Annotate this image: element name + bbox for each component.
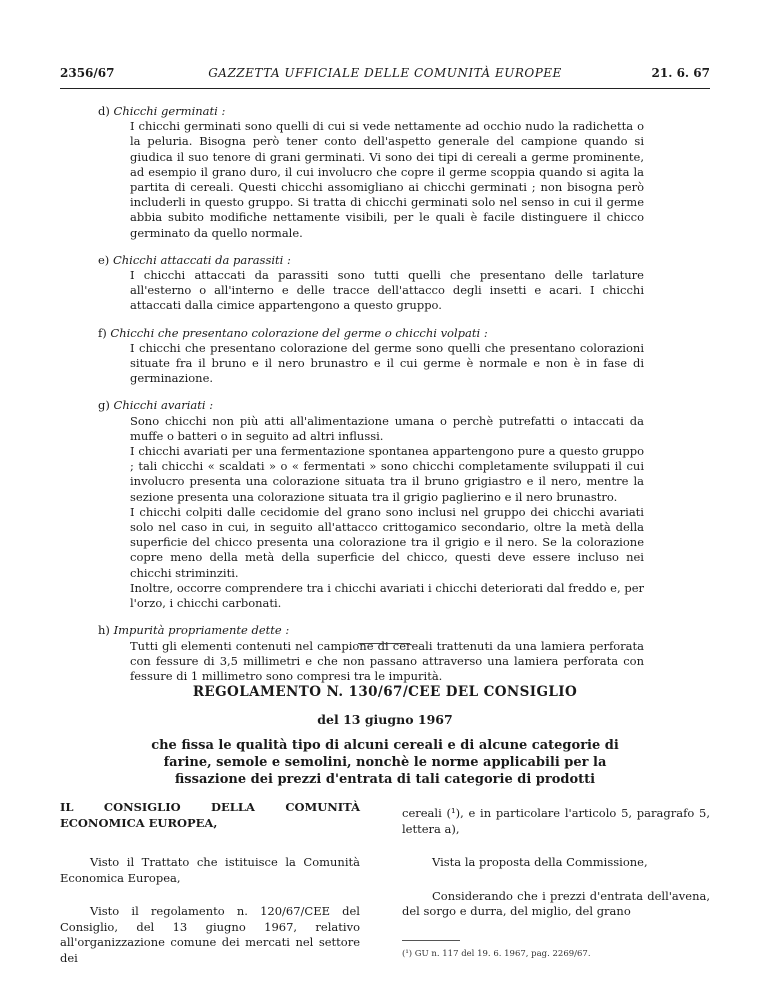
- issue-date: 21. 6. 67: [651, 66, 710, 80]
- recital-continuation: cereali (¹), e in particolare l'articolo 5, paragrafo 5, lettera a),: [402, 806, 710, 836]
- regulation-subtitle: che fissa le qualità tipo di alcuni cereali e di alcune categorie di farine, semole e semolini, nonchè le norme applicabili per la fissazione dei prezzi d'entrata di tali categorie di prodotti: [151, 738, 619, 787]
- item-paragraph: I chicchi avariati per una fermentazione spontanea appartengono pure a questo gruppo ; tali chicchi « scaldati » o « fermentati » sono chicchi completamente sviluppati il cui involucro presenta una colorazione situata tra il bruno grigiastro e il nero, mentre la sezione presenta una colorazione situata tra il grigio paglierino e il nero brunastro.: [130, 444, 644, 504]
- item-paragraph: I chicchi colpiti dalle cecidomie del grano sono inclusi nel gruppo dei chicchi avariati solo nel caso in cui, in seguito all'attacco crittogamico secondario, oltre la metà della superficie del chicco presenta una colorazione tra il grigio e il nero. Se la colorazione copre meno della metà della superficie del chicco, questi deve essere incluso nei chicchi striminziti.: [130, 504, 644, 580]
- list-item-g: [98, 398, 644, 611]
- item-title: Chicchi attaccati da parassiti :: [112, 252, 291, 267]
- header-rule: [60, 88, 710, 89]
- item-title: Chicchi avariati :: [113, 398, 214, 413]
- item-paragraph: I chicchi che presentano colorazione del germe sono quelli che presentano colorazioni situate fra il bruno e il nero brunastro e il cui germe è normale e non è in fase di germinazione.: [130, 340, 644, 386]
- right-column: [402, 806, 710, 962]
- item-paragraph: Tutti gli elementi contenuti nel campione di cereali trattenuti da una lamiera perforata con fessure di 3,5 millimetri e che non passano attraverso una lamiera perforata con fessure di 1 millimetro sono compresi tra le impurità.: [130, 638, 644, 683]
- recital-regulation: Visto il regolamento n. 120/67/CEE del Consiglio, del 13 giugno 1967, relativo all'organizzazione comune dei mercati nel settore dei: [60, 904, 360, 965]
- list-item-d: [98, 104, 644, 241]
- council-heading: IL CONSIGLIO DELLA COMUNITÀ ECONOMICA EUROPEA,: [60, 800, 360, 830]
- definition-list: [98, 104, 644, 696]
- page-number: 2356/67: [60, 66, 115, 80]
- item-label: f): [98, 325, 107, 340]
- item-title: Impurità propriamente dette :: [113, 623, 290, 638]
- item-paragraph: Sono chicchi non più atti all'alimentazione umana o perchè putrefatti o intaccati da muffe o batteri o in seguito ad altri influssi.: [130, 413, 644, 443]
- footnote: (¹) GU n. 117 del 19. 6. 1967, pag. 2269/67.: [402, 948, 591, 959]
- recital-treaty: Visto il Trattato che istituisce la Comunità Economica Europea,: [60, 855, 360, 885]
- item-paragraph: I chicchi germinati sono quelli di cui si vede nettamente ad occhio nudo la radichetta o la peluria. Bisogna però tener conto dell'aspetto generale del campione quando si giudica il suo tenore di grani germinati. Vi sono dei tipi di cereali a germe prominente, ad esempio il grano duro, il cui involucro che copre il germe scoppia quando si agita la partita di cereali. Questi chicchi assomigliano ai chicchi germinati ; non bisogna però includerli in questo gruppo. Si tratta di chicchi germinati solo nel senso in cui il germe abbia subito modifiche nettamente visibili, per le quali è facile distinguere il chicco germinato da quello normale.: [130, 119, 644, 240]
- regulation-title: REGOLAMENTO N. 130/67/CEE DEL CONSIGLIO: [192, 684, 578, 700]
- item-title: Chicchi germinati :: [113, 104, 226, 118]
- item-paragraph: I chicchi attaccati da parassiti sono tutti quelli che presentano delle tarlature all'esterno o all'interno e delle tracce dell'attacco degli insetti e acari. I chicchi attaccati dalla cimice appartengono a questo gruppo.: [130, 268, 644, 313]
- item-label: e): [98, 252, 110, 267]
- item-paragraph: Inoltre, occorre comprendere tra i chicchi avariati i chicchi deteriorati dal freddo e, per l'orzo, i chicchi carbonati.: [130, 580, 644, 611]
- list-item-f: [98, 325, 644, 387]
- list-item-h: [98, 623, 644, 684]
- left-column: [60, 800, 360, 966]
- recital-proposal: Vista la proposta della Commissione,: [432, 855, 648, 869]
- footnote-rule: [402, 940, 460, 941]
- journal-title: GAZZETTA UFFICIALE DELLE COMUNITÀ EUROPEE: [208, 66, 562, 80]
- page-header: [60, 66, 710, 86]
- section-divider: [358, 643, 410, 644]
- item-label: d): [98, 104, 110, 118]
- item-title: Chicchi che presentano colorazione del germe o chicchi volpati :: [110, 325, 488, 340]
- item-label: h): [98, 623, 110, 638]
- regulation-date: del 13 giugno 1967: [317, 712, 453, 727]
- list-item-e: [98, 252, 644, 314]
- item-label: g): [98, 398, 110, 413]
- recital-considering: Considerando che i prezzi d'entrata dell'avena, del sorgo e durra, del miglio, del grano: [402, 888, 710, 918]
